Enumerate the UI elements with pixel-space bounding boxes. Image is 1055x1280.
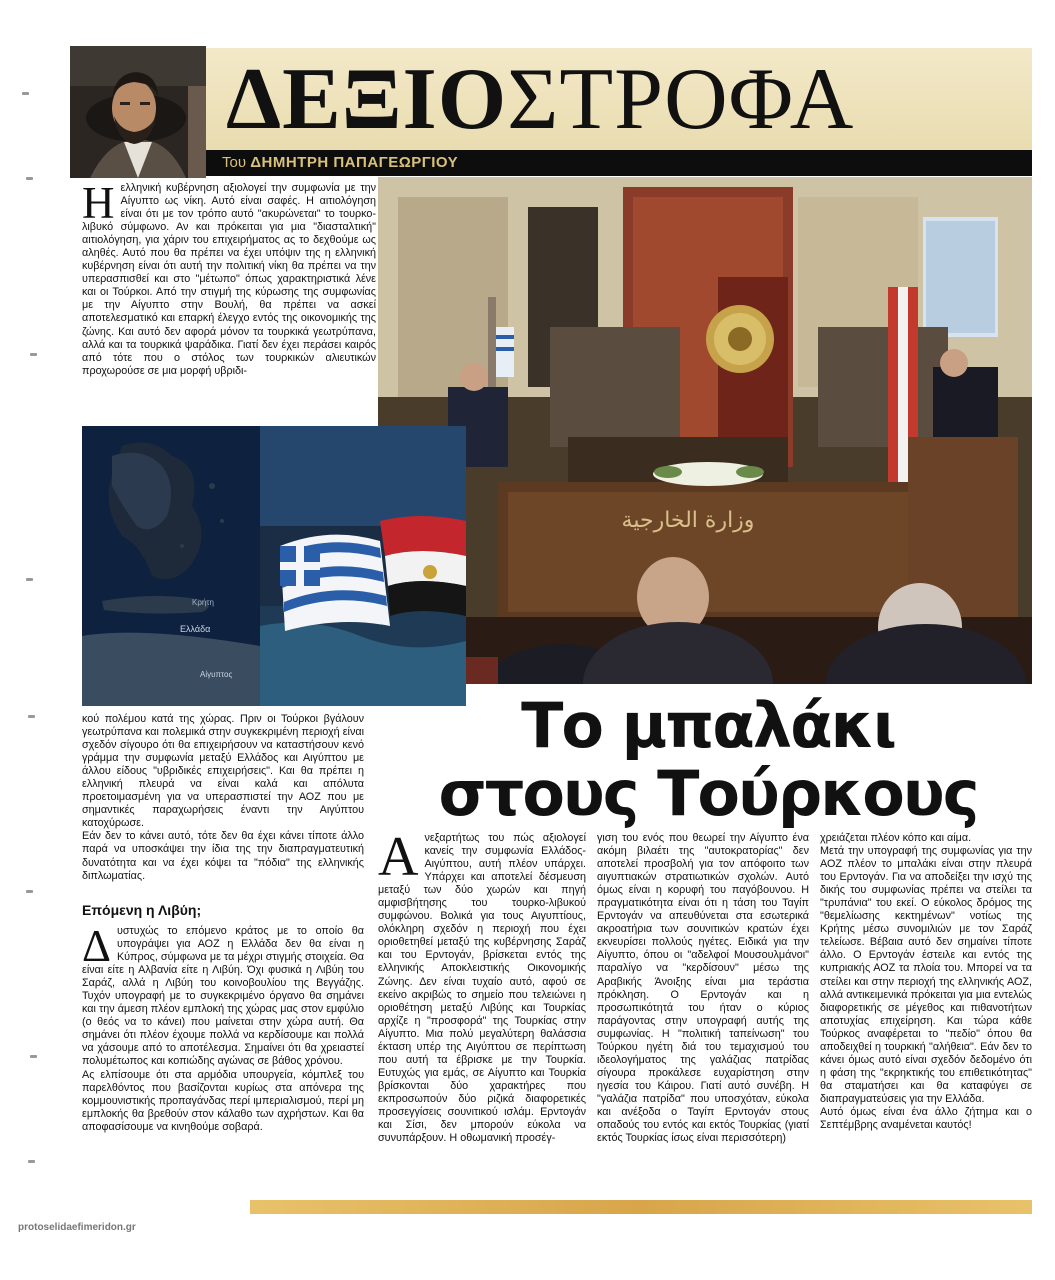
paragraph: κού πολέμου κατά της χώρας. Πριν οι Τούρκοι βγάλουν γεωτρύπανα και πολεμικά στην συγκεκριμένη περιοχή είναι σχεδόν σίγουρο ότι θα επιχειρήσουν να καταστήσουν κενό γράμμα την συμφωνία μεταξύ Ελλάδος και Αιγύπτου με άλλου είδους "υβριδικές επιχειρήσεις". Και θα πρέπει η ελληνική πλευρά να είναι καλά και απόλυτα προετοιμασμένη για να υπερασπιστεί την ΑΟΖ που με σημαντικές παραχωρήσεις έναντι την Αιγύπτου κατοχύρωσε. [82,713,364,830]
column-c-paragraph-1: χρειάζεται πλέον κόπο και αίμα. [820,832,972,844]
column-b-text: γιση του ενός που θεωρεί την Αίγυπτο ένα ακόμη βιλαέτι της "αυτοκρατορίας" δεν αποτελεί προσβολή για τον απόφοιτο των αιγυπτιακών στρατιωτικών σχολών. Αυτό όμως είναι η κορυφή του παγόβουνου. Η πραγματικότητα είναι ότι η τάση του Ταγίπ Ερντογάν να απευθύνεται στα εσωτερικά ακροατήρια των σουνιτικών κρατών έχει εκνευρίσει πολλούς ηγέτες. Ειδικά για την Αίγυπτο, όπου οι "αδελφοί Μουσουλμάνοι" παραλίγο να "κερδίσουν" μέσω της Αραβικής Άνοιξης είναι μια τεράστια πρόκληση. Ο Ερντογάν και η προσωπικότητά του ήταν ο κύριος παράγοντας στην υπογραφή αυτής της συμφωνίας. Η "πολιτική ταπείνωση" του Τούρκου ηγέτη διά του τεμαχισμού του ιδεολογήματος της γαλάζιας πατρίδας σίγουρα προκάλεσε ευχαρίστηση στην ηγεσία του Κάιρου. Γιατί αυτό συνέβη. Η "γαλάζια πατρίδα" που υποσχόταν, εύκολα και ανέξοδα ο Ταγίπ Ερντογάν στους οπαδούς του εντός και εκτός Τουρκίας (γιατί εκτός Τουρκίας ίσως είναι περισσότερη) [597,832,809,1145]
intro-text [82,178,376,378]
libya-dropcap: Δ [82,921,111,971]
registration-mark [26,890,33,893]
ministry-sign: وزارة الخارجية [621,508,755,533]
bottom-color-bar [250,1200,1032,1214]
article-dropcap: Α [378,826,419,888]
column-c-paragraph-3: Αυτό όμως είναι ένα άλλο ζήτημα και ο Σεπτέμβρης αναμένεται καυτός! [820,1105,1032,1132]
column-c-paragraph-2: Μετά την υπογραφή της συμφωνίας για την ΑΟΖ πλέον το μπαλάκι είναι στην πλευρά του Ερντογάν. Για να αποδείξει την ισχύ της δικής του συμφωνίας πρέπει να στείλει τα "τρυπάνια" του εκεί. Ο εύκολος δρόμος της "θεμελίωσης κεκτημένων" νοτίως της Κρήτης μέσω συνομιλιών με τον Σαράζ τελείωσε. Βέβαια αυτό δεν σημαίνει τίποτε άλλο. Ο Ερντογάν έστειλε και εντός της κυπριακής ΑΟΖ τα πλοία του. Μπορεί να τα στείλει και στην περιοχή της ελληνικής ΑΟΖ, αλλά αντικειμενικά πρόκειται για μια εντελώς διαφορετικής σε μέγεθος και πιθανοτήτων αποτυχίας επιχείρηση. Και τώρα κάθε Τούρκος αναφέρεται το "πεδίο" όπου θα αποδειχθεί η τουρκική "αλήθεια". Εάν δεν το κάνει όμως αυτό είναι σχεδόν δεδομένο ότι η φάση της "εκρηκτικής του επιθετικότητας" θα σταματήσει και θα καταφύγει σε διαπραγματεύσεις για την Ελλάδα. [820,845,1032,1105]
byline-author: ΔΗΜΗΤΡΗ ΠΑΠΑΓΕΩΡΓΙΟΥ [250,154,459,171]
registration-mark [26,578,33,581]
libya-paragraph-2: Ας ελπίσουμε ότι στα αρμόδια υπουργεία, κόμπλεξ του παρελθόντος που βασίζονται κυρίως στα απόνερα της κομμουνιστικής προπαγάνδας περί ιμπεριαλισμού, περί μη εμπλοκής θα βρεθούν στον κάλαθο των αχρήστων. Και θα αποφασίσουμε να κινηθούμε σοβαρά. [82,1068,364,1133]
subhead-libya: Επόμενη η Λιβύη; [82,902,202,918]
meeting-photo [378,177,1032,684]
column-a-text: νεξαρτήτως του πώς αξιολογεί κανείς την συμφωνία Ελλάδος-Αιγύπτου, αυτή πλέον υπάρχει. Υπάρχει και αποτελεί δέσμευση μεταξύ των δύο χωρών και πηγή αμφισβήτησης του τουρκο-λιβυκού συμφώνου. Βολικά για τους Αιγυπτίους, ολόκληρη σχεδόν η περιοχή που έχει οριοθετηθεί μεταξύ της κυβέρνησης Σαράζ και του Ερντογάν, βρίσκεται εντός της ελληνικής Αποκλειστικής Οικονομικής Ζώνης. Δεν είναι τυχαίο αυτό, αφού σε εκείνο ακριβώς το σημείο που τελειώνει η οριοθέτηση μεταξύ Λιβύης και Τουρκίας αρχίζε η "προσφορά" της Τουρκίας στην Αίγυπτο. Μια πολύ μεγαλύτερη θαλάσσια έκταση υπέρ της Αιγύπτου σε περίπτωση που αυτή τα έβρισκε με την Τουρκία. Ευτυχώς για εμάς, σε Αίγυπτο και Τουρκία βρίσκονται δύο χαρακτήρες που εκπροσωπούν δύο ριζικά διαφορετικές προσεγγίσεις σουνιτικού ισλάμ. Ερντογάν και Σίσι, δεν μπορούν εύκολα να συνυπάρξουν. Η οθωμανική προσέγ- [378,832,586,1145]
byline-bar [206,150,1032,176]
registration-mark [28,715,35,718]
map-label-crete: Κρήτη [192,598,214,607]
libya-text [82,921,364,1134]
registration-mark [30,1055,37,1058]
registration-mark [28,1160,35,1163]
column-title-rest: ΣΤΡΟΦΑ [507,51,855,148]
map-label-greece: Ελλάδα [180,624,211,634]
author-portrait [70,46,206,178]
registration-mark [26,177,33,180]
registration-mark [22,92,29,95]
column-title-bold: ΔΕΞΙΟ [226,51,508,148]
intro-paragraph: ελληνική κυβέρνηση αξιολογεί την συμφωνία με την Αίγυπτο ως νίκη. Αυτό είναι σαφές. Η αιτιολόγηση είναι ότι με τον τρόπο αυτό "ακυρώνεται" το τουρκο-λιβυκό σύμφωνο. Αν και πρόκειται για μια "διασταλτική" αιτιολόγηση, για χάριν του επιχειρήματος ας το δεχθούμε ως αληθές. Αυτό που θα πρέπει να έχει υπόψιν της η ελληνική κυβέρνηση είναι ότι αυτή την πολιτική νίκη θα πρέπει να την υπερασπισθεί και στο "μέτωπο" όπως χαρακτηριστικά λένε και οι Τούρκοι. Από την στιγμή της κύρωσης της συμφωνίας με την Αίγυπτο στην Βουλή, θα πρέπει να ασκεί αποτελεσματικό και επαρκή έλεγχο εντός της οικονομικής της ζώνης. Και αυτό δεν αφορά μόνον τα τουρκικά γεωτρύπανα, αλλά και τα τουρκικά ψαράδικα. Γιατί δεν έχει περάσει καιρός από τότε που ο στόλος των τουρκικών αλιευτικών προχωρούσε σε μια μορφή υβριδι- [82,182,376,377]
left-column-continued [82,713,364,883]
source-watermark: protoselidaefimeridon.gr [18,1222,136,1233]
article-column-b [597,832,809,1145]
flags-photo [260,426,466,706]
article-column-a [378,826,586,1145]
headline [384,689,1032,830]
intro-dropcap: Η [82,178,115,228]
column-banner [206,48,1032,150]
paragraph: Εάν δεν το κάνει αυτό, τότε δεν θα έχει κάνει τίποτε άλλο παρά να υποσκάψει την ίδια της την διαπραγματευτική δυνατότητα και να έχει κόψει τα "πόδια" της ελληνικής διπλωματίας. [82,830,364,882]
byline-prefix: Του [222,154,247,171]
column-title [226,52,854,148]
registration-mark [30,353,37,356]
headline-line-1: Το μπαλάκι [521,689,895,762]
map-label-egypt: Αίγυπτος [200,670,233,679]
headline-line-2: στους Τούρκους [438,757,978,830]
article-column-c [820,832,1032,1132]
map-photo [82,426,260,706]
libya-paragraph: υστυχώς το επόμενο κράτος με το οποίο θα υπογράψει για ΑΟΖ η Ελλάδα δεν θα είναι η Κύπρος, σύμφωνα με τα μέχρι στιγμής στοιχεία. Θα είναι είτε η Αλβανία είτε η Λιβύη. Όχι φυσικά η Λιβύη του Σαράζ, αλλά η Λιβύη του κοινοβουλίου της Βεγγάζης. Τυχόν υπογραφή με το συγκεκριμένο όργανο θα σημάνει και την άμεση πλέον εμπλοκή της χώρας μας στον εμφύλιο (ο θεός να το κάνει) που μαίνεται στην χώρα αυτή. Θα σημάνει ότι πλέον έχουμε πολλά να κερδίσουμε και πολλά να χάσουμε από το αποτέλεσμα. Σημαίνει ότι θα χρειαστεί πολυμέτωπος και κοπιώδης αγώνας σε βάθος χρόνου. [82,925,364,1068]
